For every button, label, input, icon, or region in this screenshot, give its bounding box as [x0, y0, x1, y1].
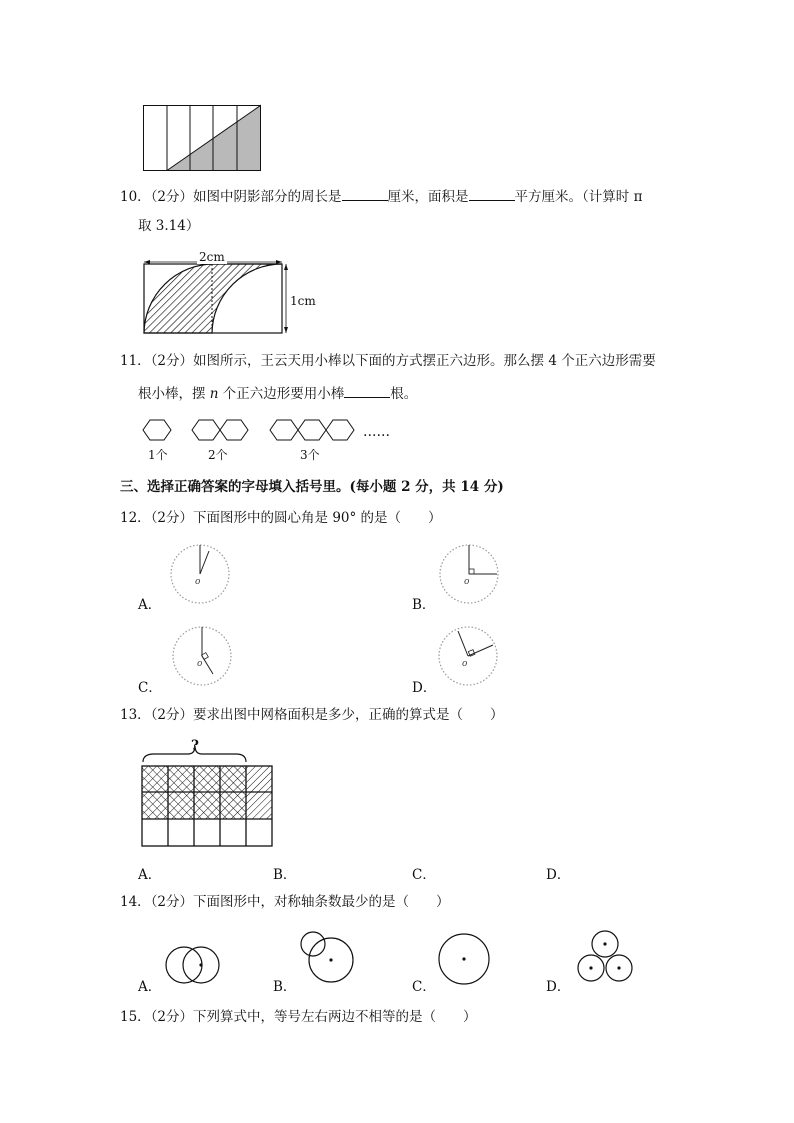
- question-number: 12．: [120, 510, 151, 526]
- option-d[interactable]: D．: [546, 867, 571, 883]
- option-b[interactable]: B．: [273, 979, 297, 995]
- question-text: 个正六边形要用小棒: [222, 386, 345, 402]
- question-15: [120, 1007, 477, 1027]
- question-text: 厘米，面积是: [387, 189, 469, 205]
- circles-option-a: [163, 942, 225, 990]
- option-a[interactable]: A．: [138, 597, 162, 613]
- question-number: 15．: [120, 1009, 151, 1025]
- question-13: [120, 705, 504, 725]
- answer-blank[interactable]: [344, 383, 390, 398]
- circles-option-c: [437, 932, 493, 988]
- option-c[interactable]: C．: [412, 979, 436, 995]
- option-a[interactable]: A．: [138, 979, 162, 995]
- question-text: 如图所示，王云天用小棒以下面的方式摆正六边形。那么摆 4 个正六边形需要: [193, 353, 656, 369]
- center-label: o: [464, 577, 470, 587]
- option-d[interactable]: D．: [412, 680, 437, 696]
- question-text: 下面图形中的圆心角是 90° 的是（ ）: [193, 510, 442, 526]
- option-c[interactable]: C．: [412, 867, 436, 883]
- circle-option-a: [169, 543, 233, 607]
- width-label: 2cm: [199, 250, 225, 264]
- question-text: 根。: [390, 386, 418, 402]
- question-score: （2分）: [150, 707, 194, 723]
- circle-option-d: [437, 625, 501, 689]
- center-label: o: [195, 577, 201, 587]
- question-score: （2分）: [150, 894, 194, 910]
- question-10-continued: 取 3.14）: [138, 218, 200, 234]
- question-text: 要求出图中网格面积是多少，正确的算式是（ ）: [193, 707, 504, 723]
- center-label: o: [197, 659, 203, 669]
- question-text: 根小棒，摆: [138, 386, 206, 402]
- question-number: 11．: [120, 353, 151, 369]
- question-number: 13．: [120, 707, 151, 723]
- height-label: 1cm: [290, 294, 316, 308]
- circle-option-c: [171, 625, 235, 689]
- hexagon-sequence-figure: [140, 418, 400, 448]
- option-d[interactable]: D．: [546, 979, 571, 995]
- circle-option-b: [438, 543, 502, 607]
- question-text: 平方厘米。（计算时 π: [514, 189, 643, 205]
- label-3: 3个: [300, 448, 320, 462]
- answer-blank[interactable]: [342, 186, 388, 201]
- question-score: （2分）: [150, 189, 194, 205]
- ellipsis: ……: [363, 424, 390, 440]
- rectangle-triangle-figure: [143, 105, 263, 175]
- label-1: 1个: [148, 448, 168, 462]
- question-number: 14．: [120, 894, 151, 910]
- question-score: （2分）: [150, 510, 194, 526]
- center-label: o: [462, 659, 468, 669]
- question-score: （2分）: [150, 1009, 194, 1025]
- question-number: 10．: [120, 189, 151, 205]
- option-c[interactable]: C．: [138, 680, 162, 696]
- section-title: 三、选择正确答案的字母填入括号里。(每小题 2 分，共 14 分): [120, 479, 504, 495]
- label-2: 2个: [208, 448, 228, 462]
- question-14: [120, 892, 450, 912]
- question-text: 下面图形中，对称轴条数最少的是（ ）: [193, 894, 450, 910]
- brace-label: ?: [191, 738, 199, 754]
- circles-option-d: [573, 928, 637, 988]
- option-a[interactable]: A．: [138, 867, 162, 883]
- option-b[interactable]: B．: [412, 597, 436, 613]
- option-b[interactable]: B．: [273, 867, 297, 883]
- question-11-continued: [138, 383, 417, 404]
- circles-option-b: [298, 928, 358, 988]
- question-text: 下列算式中，等号左右两边不相等的是（ ）: [193, 1009, 477, 1025]
- question-text: 如图中阴影部分的周长是: [193, 189, 342, 205]
- question-11: [120, 351, 656, 371]
- question-12: [120, 508, 442, 528]
- answer-blank[interactable]: [469, 186, 515, 201]
- question-score: （2分）: [150, 353, 194, 369]
- variable-n: n: [209, 386, 219, 402]
- grid-area-figure: [140, 740, 280, 850]
- question-10: [120, 186, 642, 207]
